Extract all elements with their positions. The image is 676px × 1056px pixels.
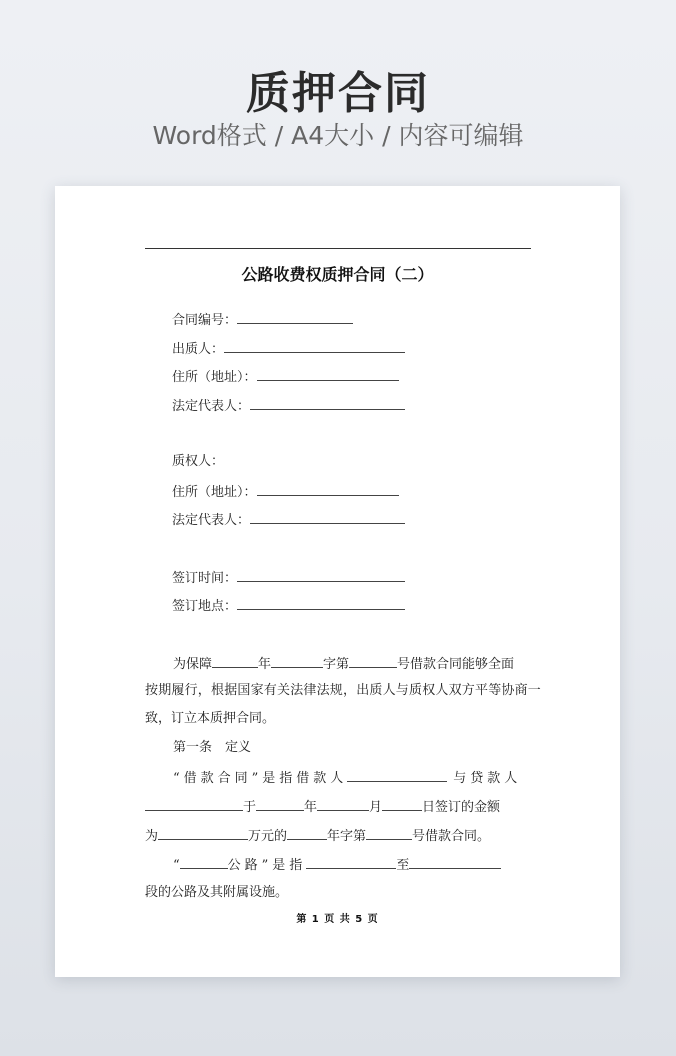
definition-text: 月: [369, 800, 383, 815]
banner-subtitle: Word格式 / A4大小 / 内容可编辑: [152, 121, 524, 150]
preamble-line-2: 按期履行，根据国家有关法律法规，出质人与质权人双方平等协商一: [145, 683, 542, 698]
page-footer: 第 1 页 共 5 页: [296, 914, 379, 925]
pledgor-address-blank[interactable]: [257, 366, 399, 381]
contract-number-blank[interactable]: [237, 309, 353, 324]
pledgor-label: 出质人：: [172, 342, 225, 357]
document-page: [55, 186, 620, 977]
preamble-text: 号借款合同能够全面: [397, 657, 515, 672]
pledgor-address-label: 住所（地址）：: [172, 370, 257, 385]
sign-place-blank[interactable]: [237, 595, 405, 610]
pledgee-legal-rep-blank[interactable]: [250, 509, 405, 524]
contract-year-blank[interactable]: [287, 825, 327, 840]
definition-text: 至: [396, 858, 410, 873]
banner-title: 质押合同: [246, 68, 430, 119]
pledgee-field: [172, 452, 224, 472]
preamble-char-blank[interactable]: [271, 653, 323, 668]
article-heading-text: 第一条 定义: [173, 740, 252, 755]
definition-text: 日签订的金额: [422, 800, 501, 815]
preamble-year-blank[interactable]: [212, 653, 258, 668]
pledgee-address-label: 住所（地址）：: [172, 485, 257, 500]
definition-text: 公路”是指: [227, 858, 307, 873]
contract-number-label: 合同编号：: [172, 313, 238, 328]
definition-text: 年: [304, 800, 318, 815]
sign-date-label: 签订时间：: [172, 571, 238, 586]
definition-text: 为: [145, 829, 159, 844]
pledgee-legal-rep-field: [172, 509, 405, 529]
definition-text: 号借款合同。: [412, 829, 491, 844]
sign-place-field: [172, 595, 405, 615]
preamble-line-3: 致，订立本质押合同。: [145, 711, 276, 726]
definition-2-line-1: [145, 854, 531, 876]
definition-2-line-2: 段的公路及其附属设施。: [145, 885, 289, 900]
sign-date-blank[interactable]: [237, 567, 405, 582]
pledgor-legal-rep-blank[interactable]: [250, 395, 405, 410]
definition-text: 与贷款人: [453, 771, 522, 786]
pledgee-address-blank[interactable]: [257, 481, 399, 496]
road-start-blank[interactable]: [306, 854, 396, 869]
contract-number-blank-2[interactable]: [366, 825, 412, 840]
pledgor-address-field: [172, 366, 399, 386]
sign-place-label: 签订地点：: [172, 599, 238, 614]
contract-number-field: [172, 309, 353, 329]
preamble-text: 为保障: [173, 657, 213, 672]
year-blank[interactable]: [256, 796, 304, 811]
pledgee-address-field: [172, 481, 399, 501]
article-1-heading: [145, 738, 531, 758]
borrower-blank[interactable]: [347, 767, 447, 782]
pledgor-field: [172, 338, 405, 358]
definition-text: “: [173, 858, 180, 873]
definition-text: 于: [243, 800, 257, 815]
pledgee-legal-rep-label: 法定代表人：: [172, 513, 251, 528]
pledgee-label: 质权人：: [172, 454, 225, 469]
definition-1-line-3: [145, 825, 531, 847]
pledgor-legal-rep-label: 法定代表人：: [172, 399, 251, 414]
preamble-text: 字第: [323, 657, 350, 672]
definition-1-line-2: [145, 796, 531, 818]
definition-text: 年字第: [327, 829, 367, 844]
month-blank[interactable]: [317, 796, 369, 811]
definition-text: “借款合同”是指借款人: [173, 771, 348, 786]
definition-1-line-1: [145, 767, 531, 789]
document-title: 公路收费权质押合同（二）: [241, 265, 434, 284]
amount-blank[interactable]: [158, 825, 248, 840]
pledgor-legal-rep-field: [172, 395, 405, 415]
preamble-number-blank[interactable]: [349, 653, 397, 668]
preamble-text: 年: [258, 657, 272, 672]
lender-blank[interactable]: [145, 796, 243, 811]
preamble-line-1: [145, 653, 531, 675]
header-rule: [145, 248, 531, 249]
definition-text: 万元的: [248, 829, 288, 844]
road-end-blank[interactable]: [409, 854, 501, 869]
day-blank[interactable]: [382, 796, 422, 811]
road-name-blank[interactable]: [180, 854, 228, 869]
sign-date-field: [172, 567, 405, 587]
pledgor-blank[interactable]: [224, 338, 405, 353]
